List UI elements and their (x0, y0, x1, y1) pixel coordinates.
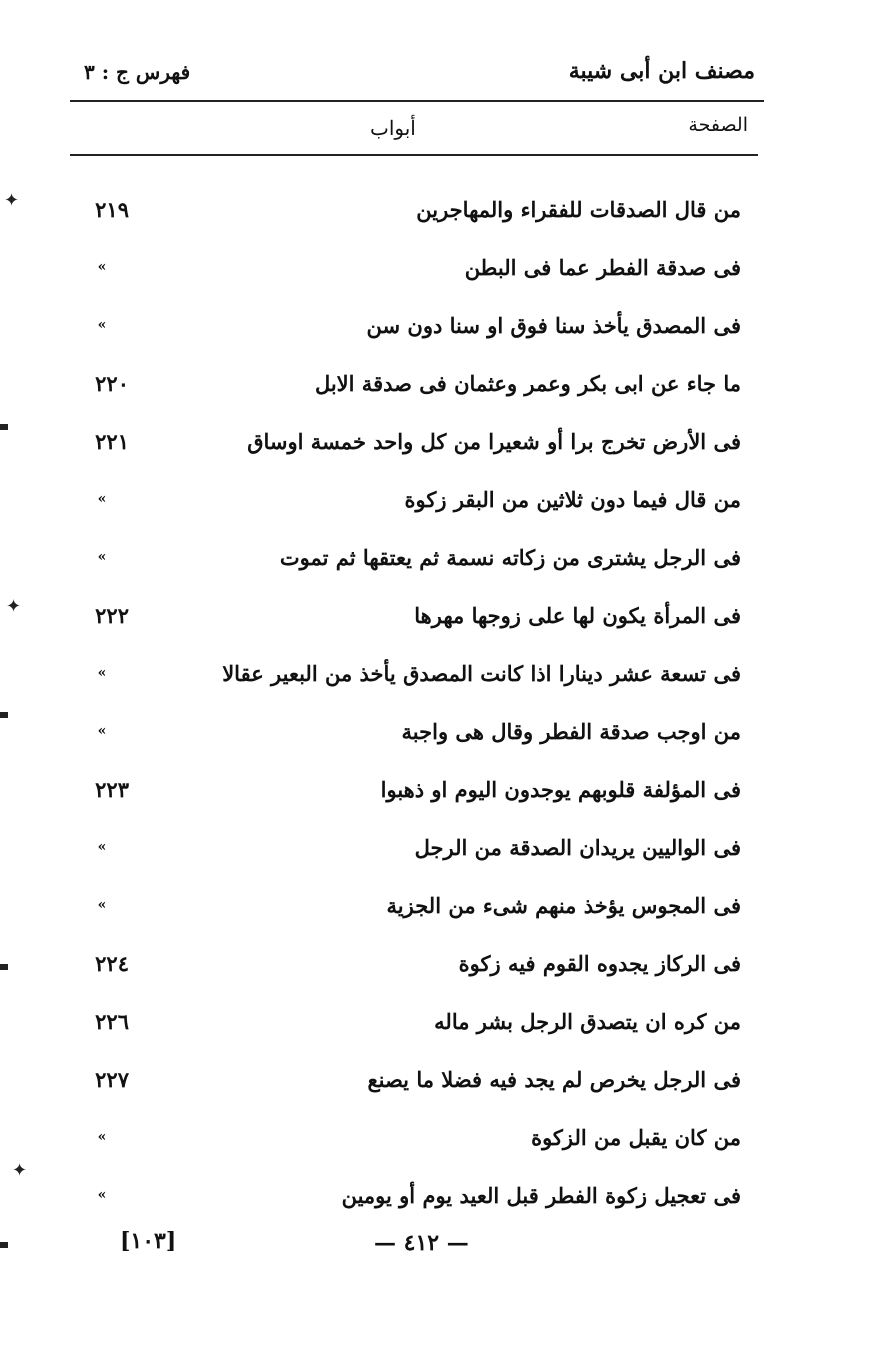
entry-title: فى المرأة يكون لها على زوجها مهرها (414, 602, 741, 628)
index-entry (75, 528, 755, 586)
index-entry (75, 296, 755, 354)
index-entry (75, 644, 755, 702)
column-heading-rule (70, 154, 758, 156)
ditto-mark: » (97, 1129, 107, 1145)
registration-mark-icon: ✦ (6, 596, 22, 617)
entry-title: فى الرجل يشترى من زكاته نسمة ثم يعتقها ثم تموت (279, 544, 741, 570)
entry-page: ٢١٩ (95, 196, 129, 222)
entry-title: من اوجب صدقة الفطر وقال هى واجبة (401, 718, 741, 744)
entry-page: ٢٢١ (95, 428, 129, 454)
index-entry (75, 702, 755, 760)
entry-title: من كره ان يتصدق الرجل بشر ماله (434, 1008, 741, 1034)
entry-title: فى تسعة عشر دينارا اذا كانت المصدق يأخذ من البعير عقالا (222, 660, 741, 686)
index-entry (75, 1108, 755, 1166)
entry-title: فى الركاز يجدوه القوم فيه زكوة (458, 950, 741, 976)
book-title: مصنف ابن أبى شيبة (568, 58, 755, 84)
entry-title: فى تعجيل زكوة الفطر قبل العيد يوم أو يومين (341, 1182, 741, 1208)
index-entry (75, 992, 755, 1050)
ditto-mark: » (97, 897, 107, 913)
ditto-mark: » (97, 1187, 107, 1203)
ditto-mark: » (97, 839, 107, 855)
index-entry (75, 586, 755, 644)
bracket-page-number: [١٠٣] (120, 1228, 177, 1254)
entry-page: ٢٢٠ (95, 370, 129, 396)
index-entry (75, 470, 755, 528)
entry-title: من قال فيما دون ثلاثين من البقر زكوة (404, 486, 741, 512)
index-entries (75, 180, 755, 1224)
entry-title: من قال الصدقات للفقراء والمهاجرين (416, 196, 741, 222)
edge-tick-mark (0, 1242, 8, 1248)
index-label: فهرس ج : ٣ (84, 60, 191, 84)
entry-title: من كان يقبل من الزكوة (531, 1124, 741, 1150)
entry-title: فى الواليين يريدان الصدقة من الرجل (414, 834, 741, 860)
header-rule (70, 100, 764, 102)
sections-column-heading: أبواب (370, 116, 416, 140)
ditto-mark: » (97, 491, 107, 507)
index-entry (75, 934, 755, 992)
page-number: — ٤١٢ — (374, 1230, 469, 1256)
index-entry (75, 1050, 755, 1108)
index-entry (75, 238, 755, 296)
entry-page: ٢٢٤ (95, 950, 129, 976)
ditto-mark: » (97, 665, 107, 681)
index-entry (75, 818, 755, 876)
entry-title: فى المجوس يؤخذ منهم شىء من الجزية (386, 892, 741, 918)
edge-tick-mark (0, 964, 8, 970)
ditto-mark: » (97, 723, 107, 739)
index-entry (75, 354, 755, 412)
index-entry (75, 180, 755, 238)
ditto-mark: » (97, 549, 107, 565)
ditto-mark: » (97, 259, 107, 275)
entry-title: ما جاء عن ابى بكر وعمر وعثمان فى صدقة الابل (314, 370, 741, 396)
entry-page: ٢٢٢ (95, 602, 129, 628)
index-entry (75, 1166, 755, 1224)
entry-title: فى الرجل يخرص لم يجد فيه فضلا ما يصنع (367, 1066, 741, 1092)
index-entry (75, 760, 755, 818)
page-column-heading: الصفحة (688, 114, 748, 136)
edge-tick-mark (0, 424, 8, 430)
entry-title: فى صدقة الفطر عما فى البطن (464, 254, 741, 280)
registration-mark-icon: ✦ (4, 190, 20, 211)
index-entry (75, 412, 755, 470)
entry-page: ٢٢٦ (95, 1008, 129, 1034)
registration-mark-icon: ✦ (12, 1160, 28, 1181)
entry-title: فى المصدق يأخذ سنا فوق او سنا دون سن (366, 312, 741, 338)
entry-title: فى الأرض تخرج برا أو شعيرا من كل واحد خمسة اوساق (247, 428, 741, 454)
edge-tick-mark (0, 712, 8, 718)
entry-page: ٢٢٣ (95, 776, 129, 802)
ditto-mark: » (97, 317, 107, 333)
index-entry (75, 876, 755, 934)
entry-page: ٢٢٧ (95, 1066, 129, 1092)
entry-title: فى المؤلفة قلوبهم يوجدون اليوم او ذهبوا (380, 776, 741, 802)
